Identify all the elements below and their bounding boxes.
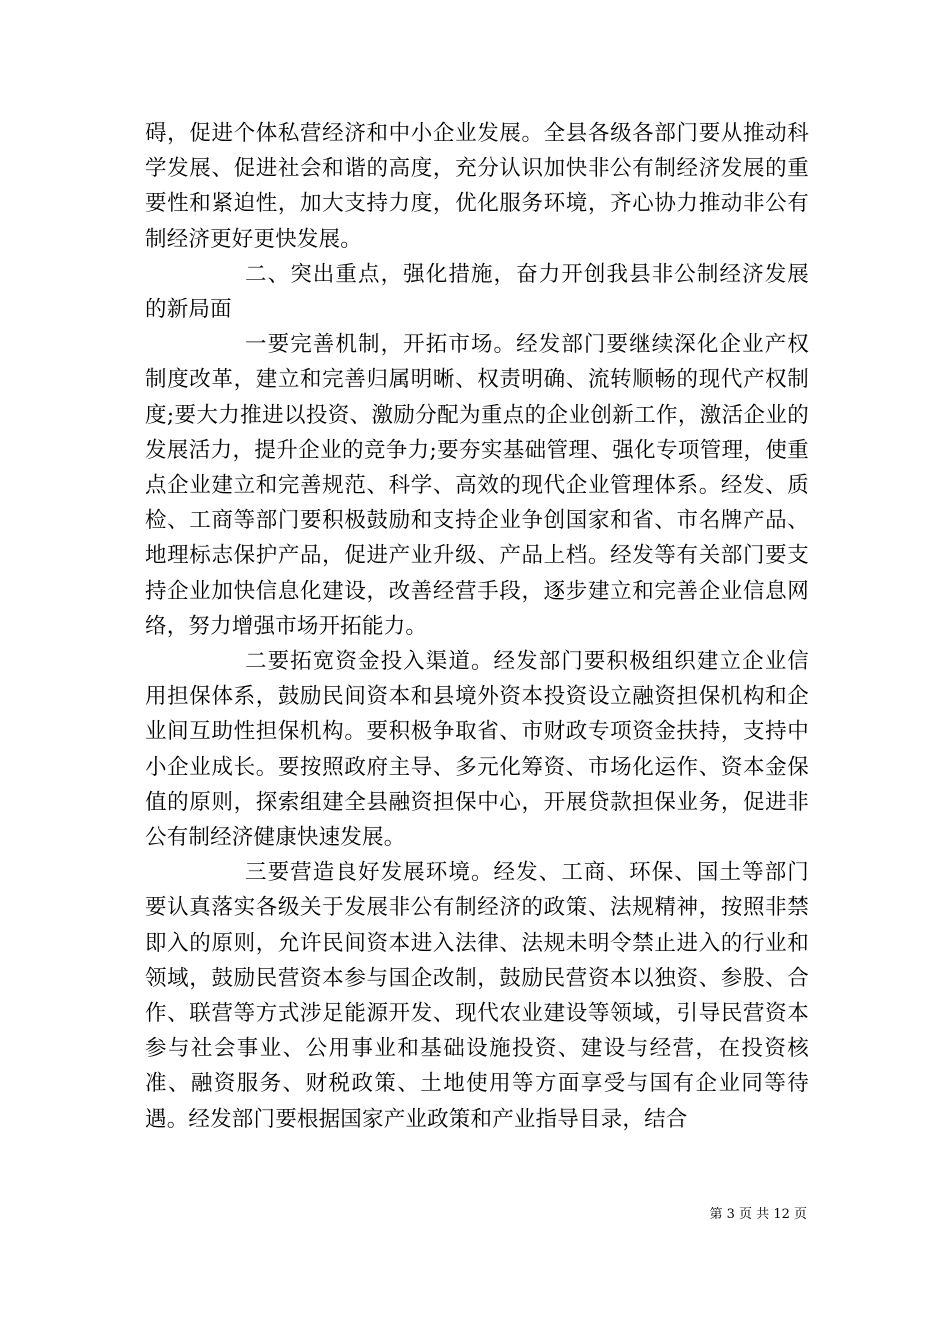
paragraph-continuation: 碍，促进个体私营经济和中小企业发展。全县各级各部门要从推动科学发展、促进社会和谐的高度，充分认识加快非公有制经济发展的重要性和紧迫性，加大支持力度，优化服务环境，齐心协力推动非公有制经济更好更快发展。 [145,121,809,252]
page-number-footer: 第 3 页 共 12 页 [709,1207,807,1222]
paragraph-measure-3: 三要营造良好发展环境。经发、工商、环保、国土等部门要认真落实各级关于发展非公有制经济的政策、法规精神，按照非禁即入的原则，允许民间资本进入法律、法规未明令禁止进入的行业和领域，鼓励民营资本参与国企改制，鼓励民营资本以独资、参股、合作、联营等方式涉足能源开发、现代农业建设等领域，引导民营资本参与社会事业、公用事业和基础设施投资、建设与经营，在投资核准、融资服务、财税政策、土地使用等方面享受与国有企业同等待遇。经发部门要根据国家产业政策和产业指导目录，结合 [145,860,809,1132]
paragraph-measure-1: 一要完善机制，开拓市场。经发部门要继续深化企业产权制度改革，建立和完善归属明晰、权责明确、流转顺畅的现代产权制度;要大力推进以投资、激励分配为重点的企业创新工作，激活企业的发展活力，提升企业的竞争力;要夯实基础管理、强化专项管理，使重点企业建立和完善规范、科学、高效的现代企业管理体系。经发、质检、工商等部门要积极鼓励和支持企业争创国家和省、市名牌产品、地理标志保护产品，促进产业升级、产品上档。经发等有关部门要支持企业加快信息化建设，改善经营手段，逐步建立和完善企业信息网络，努力增强市场开拓能力。 [145,332,809,639]
paragraph-measure-2: 二要拓宽资金投入渠道。经发部门要积极组织建立企业信用担保体系，鼓励民间资本和县境外资本投资设立融资担保机构和企业间互助性担保机构。要积极争取省、市财政专项资金扶持，支持中小企业成长。要按照政府主导、多元化筹资、市场化运作、资本金保值的原则，探索组建全县融资担保中心，开展贷款担保业务，促进非公有制经济健康快速发展。 [145,649,809,851]
section-heading: 二、突出重点，强化措施，奋力开创我县非公制经济发展的新局面 [145,261,809,323]
body-text [145,116,809,1137]
